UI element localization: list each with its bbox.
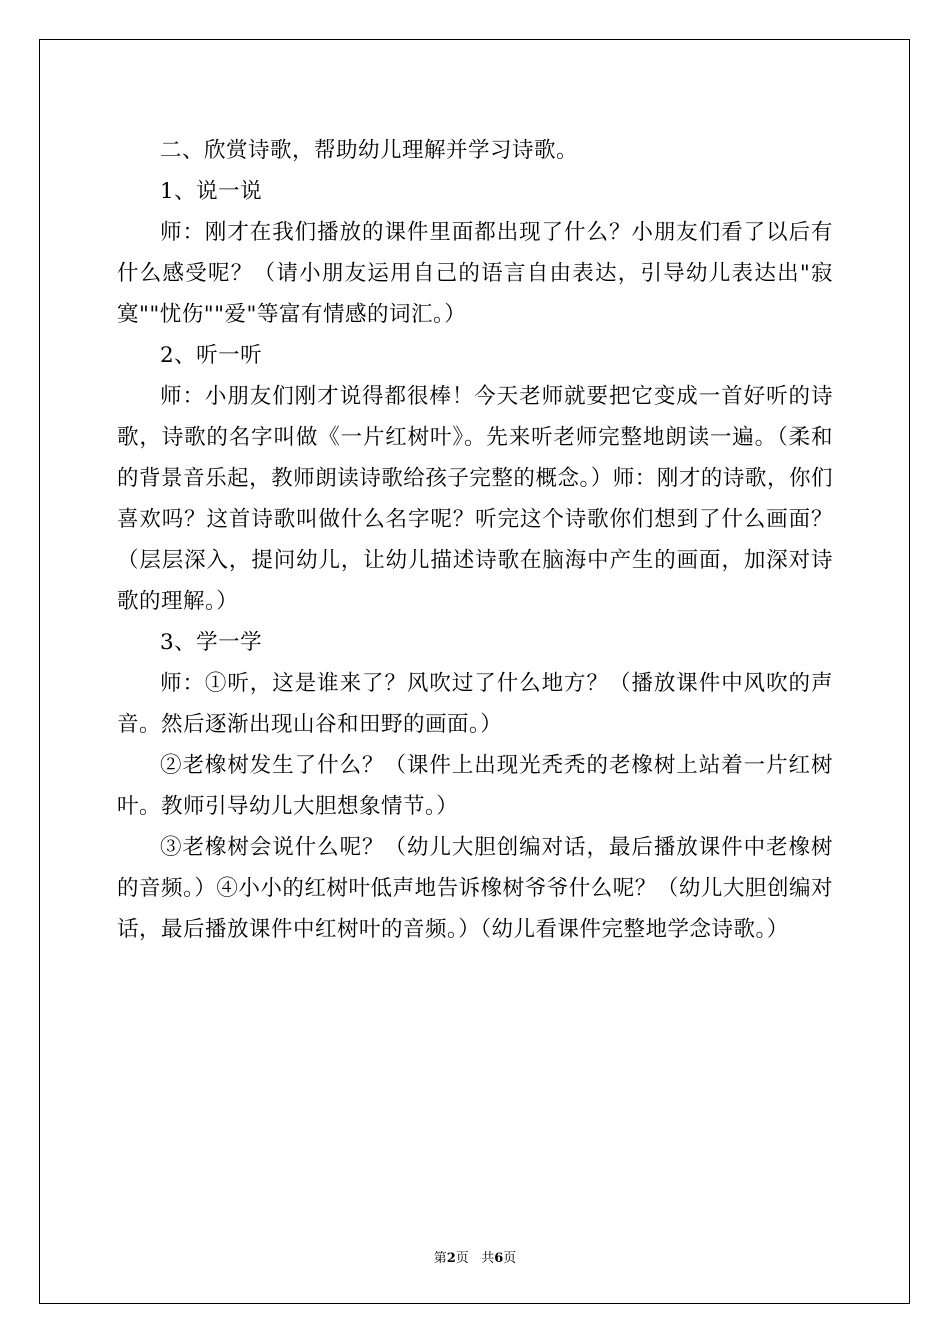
- paragraph: 师：刚才在我们播放的课件里面都出现了什么？小朋友们看了以后有什么感受呢？（请小朋友运用自己的语言自由表达，引导幼儿表达出"寂寞""忧伤""爱"等富有情感的词汇。）: [117, 220, 833, 327]
- footer-mid: 页 共: [455, 1251, 495, 1266]
- subsection-heading: 3、学一学: [160, 630, 263, 655]
- subsection-heading: 2、听一听: [160, 343, 263, 368]
- current-page-number: 2: [446, 1251, 456, 1266]
- document-body: [117, 130, 833, 950]
- footer-prefix: 第: [433, 1251, 447, 1266]
- subsection-heading: 1、说一说: [160, 179, 263, 204]
- page-number-footer: [0, 1247, 950, 1266]
- paragraph: 师：小朋友们刚才说得都很棒！今天老师就要把它变成一首好听的诗歌，诗歌的名字叫做《一片红树叶》。先来听老师完整地朗读一遍。（柔和的背景音乐起，教师朗读诗歌给孩子完整的概念。）师：刚才的诗歌，你们喜欢吗？这首诗歌叫做什么名字呢？听完这个诗歌你们想到了什么画面？（层层深入，提问幼儿，让幼儿描述诗歌在脑海中产生的画面，加深对诗歌的理解。）: [117, 384, 833, 614]
- footer-suffix: 页: [503, 1251, 517, 1266]
- paragraph: 师：①听，这是谁来了？风吹过了什么地方？（播放课件中风吹的声音。然后逐渐出现山谷和田野的画面。）: [117, 671, 833, 737]
- section-heading: 二、欣赏诗歌，帮助幼儿理解并学习诗歌。: [160, 138, 579, 163]
- total-page-number: 6: [494, 1251, 504, 1266]
- paragraph: ③老橡树会说什么呢？（幼儿大胆创编对话，最后播放课件中老橡树的音频。）④小小的红树叶低声地告诉橡树爷爷什么呢？（幼儿大胆创编对话，最后播放课件中红树叶的音频。）（幼儿看课件完整地学念诗歌。）: [117, 835, 833, 942]
- paragraph: ②老橡树发生了什么？（课件上出现光秃秃的老橡树上站着一片红树叶。教师引导幼儿大胆想象情节。）: [117, 753, 833, 819]
